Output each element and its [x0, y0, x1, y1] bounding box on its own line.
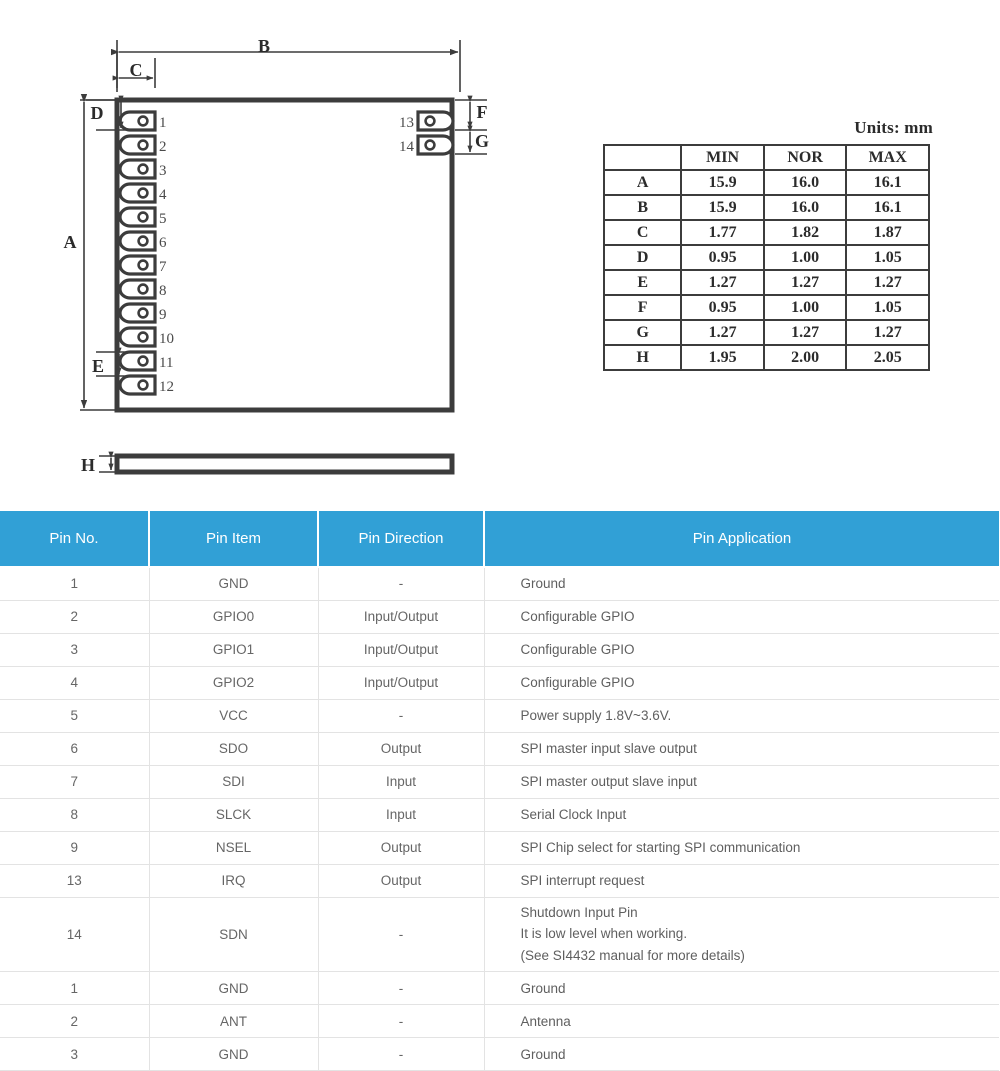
dim-col-blank	[604, 145, 681, 170]
dim-label-f: F	[476, 102, 488, 122]
pin-cell-no: 8	[0, 798, 149, 831]
pin-cell-item: GPIO0	[149, 600, 318, 633]
pin-number-label: 5	[159, 211, 167, 227]
dim-row-name: G	[604, 320, 681, 345]
pin-cell-item: SDI	[149, 765, 318, 798]
pin-cell-item: SDO	[149, 732, 318, 765]
dimension-table-row	[604, 345, 929, 370]
table-row	[0, 972, 999, 1005]
dim-cell-max: 1.87	[846, 220, 929, 245]
pin-cell-no: 7	[0, 765, 149, 798]
pin-cell-direction: -	[318, 1005, 484, 1038]
pin-cell-item: VCC	[149, 699, 318, 732]
dim-cell-min: 1.27	[681, 320, 764, 345]
dimension-table-header-row	[604, 145, 929, 170]
dimension-table-body	[604, 170, 929, 370]
dim-cell-nor: 1.82	[764, 220, 847, 245]
pin-number-label: 9	[159, 307, 167, 323]
dim-row-name: C	[604, 220, 681, 245]
dim-col-max: MAX	[846, 145, 929, 170]
pin-cell-application: Ground	[484, 567, 999, 600]
pin-cell-direction: Output	[318, 732, 484, 765]
dim-row-name: D	[604, 245, 681, 270]
table-row	[0, 633, 999, 666]
pin-cell-item: NSEL	[149, 831, 318, 864]
pin-cell-direction: -	[318, 1038, 484, 1071]
dim-label-c: C	[129, 60, 143, 80]
dim-label-d: D	[90, 103, 104, 123]
pin-cell-direction: Input/Output	[318, 633, 484, 666]
pin-cell-no: 5	[0, 699, 149, 732]
pin-cell-item: ANT	[149, 1005, 318, 1038]
pin-cell-direction: Input	[318, 765, 484, 798]
dimension-table	[603, 144, 930, 371]
pin-header-item: Pin Item	[149, 511, 318, 567]
pin-cell-no: 1	[0, 567, 149, 600]
table-row	[0, 699, 999, 732]
table-row	[0, 798, 999, 831]
pin-number-label: 2	[159, 139, 167, 155]
dimension-table-row	[604, 270, 929, 295]
pin-cell-no: 6	[0, 732, 149, 765]
pin-cell-item: SLCK	[149, 798, 318, 831]
dim-row-name: H	[604, 345, 681, 370]
units-label: Units: mm	[854, 118, 933, 137]
dim-row-name: F	[604, 295, 681, 320]
package-outline-svg	[0, 0, 520, 510]
dim-cell-max: 1.05	[846, 295, 929, 320]
pin-cell-application: SPI master output slave input	[484, 765, 999, 798]
pin-cell-application: Shutdown Input Pin It is low level when working. (See SI4432 manual for more details)	[484, 897, 999, 972]
pin-cell-direction: Input/Output	[318, 666, 484, 699]
pin-header-dir: Pin Direction	[318, 511, 484, 567]
pin-cell-application: Configurable GPIO	[484, 666, 999, 699]
pin-cell-no: 1	[0, 972, 149, 1005]
mechanical-drawing-section	[0, 0, 1000, 510]
pin-cell-application: Configurable GPIO	[484, 600, 999, 633]
pin-definition-table	[0, 511, 999, 1071]
pin-header-no: Pin No.	[0, 511, 149, 567]
table-row	[0, 666, 999, 699]
pin-cell-application: Antenna	[484, 1005, 999, 1038]
module-side-view-outline	[117, 456, 452, 472]
pin-cell-item: SDN	[149, 897, 318, 972]
pin-number-label: 11	[159, 355, 174, 371]
dim-cell-nor: 16.0	[764, 170, 847, 195]
pin-cell-direction: -	[318, 699, 484, 732]
table-row	[0, 864, 999, 897]
dim-cell-min: 0.95	[681, 295, 764, 320]
pin-cell-direction: -	[318, 897, 484, 972]
pin-cell-item: GND	[149, 972, 318, 1005]
table-row	[0, 600, 999, 633]
pin-cell-no: 2	[0, 1005, 149, 1038]
table-row	[0, 897, 999, 972]
pin-cell-direction: Output	[318, 831, 484, 864]
dim-cell-nor: 2.00	[764, 345, 847, 370]
dim-col-nor: NOR	[764, 145, 847, 170]
pin-number-label: 13	[399, 115, 414, 131]
dim-label-b: B	[257, 36, 271, 56]
pin-cell-no: 2	[0, 600, 149, 633]
dim-cell-nor: 1.00	[764, 295, 847, 320]
dim-cell-max: 1.05	[846, 245, 929, 270]
dimension-table-row	[604, 320, 929, 345]
dim-cell-nor: 16.0	[764, 195, 847, 220]
pin-cell-direction: Output	[318, 864, 484, 897]
table-row	[0, 732, 999, 765]
dim-cell-max: 16.1	[846, 170, 929, 195]
pin-cell-no: 3	[0, 1038, 149, 1071]
dimension-table-row	[604, 195, 929, 220]
dimension-table-row	[604, 245, 929, 270]
dim-label-e: E	[91, 356, 105, 376]
pin-table-header-row	[0, 511, 999, 567]
dim-cell-min: 1.95	[681, 345, 764, 370]
dim-label-g: G	[474, 131, 490, 151]
pin-cell-direction: -	[318, 567, 484, 600]
pin-number-label: 7	[159, 259, 167, 275]
pin-cell-item: GPIO2	[149, 666, 318, 699]
dimension-table-block	[603, 118, 933, 371]
pin-cell-application: SPI master input slave output	[484, 732, 999, 765]
pin-cell-application: Ground	[484, 1038, 999, 1071]
dim-label-h: H	[80, 455, 96, 475]
dimension-table-row	[604, 220, 929, 245]
table-row	[0, 831, 999, 864]
pin-cell-no: 3	[0, 633, 149, 666]
pin-cell-no: 13	[0, 864, 149, 897]
dim-col-min: MIN	[681, 145, 764, 170]
dim-row-name: A	[604, 170, 681, 195]
table-row	[0, 1005, 999, 1038]
pin-number-label: 1	[159, 115, 167, 131]
table-row	[0, 1038, 999, 1071]
dim-label-a: A	[63, 232, 77, 252]
dim-cell-min: 1.77	[681, 220, 764, 245]
dim-cell-max: 16.1	[846, 195, 929, 220]
pin-cell-item: GPIO1	[149, 633, 318, 666]
pin-number-label: 14	[399, 139, 414, 155]
pin-number-label: 3	[159, 163, 167, 179]
pin-cell-item: IRQ	[149, 864, 318, 897]
pin-cell-item: GND	[149, 567, 318, 600]
pin-number-label: 4	[159, 187, 167, 203]
dim-cell-nor: 1.27	[764, 270, 847, 295]
pin-number-label: 8	[159, 283, 167, 299]
pin-number-label: 6	[159, 235, 167, 251]
dim-cell-nor: 1.00	[764, 245, 847, 270]
dim-cell-nor: 1.27	[764, 320, 847, 345]
pin-cell-application: Ground	[484, 972, 999, 1005]
dimension-table-row	[604, 295, 929, 320]
dim-row-name: E	[604, 270, 681, 295]
pin-cell-direction: -	[318, 972, 484, 1005]
dim-cell-max: 2.05	[846, 345, 929, 370]
pin-table-body	[0, 567, 999, 1071]
pin-cell-no: 14	[0, 897, 149, 972]
dim-cell-max: 1.27	[846, 270, 929, 295]
pin-cell-direction: Input	[318, 798, 484, 831]
dim-cell-min: 15.9	[681, 195, 764, 220]
pin-header-app: Pin Application	[484, 511, 999, 567]
pin-cell-no: 9	[0, 831, 149, 864]
pin-cell-application: Configurable GPIO	[484, 633, 999, 666]
pin-cell-application: Serial Clock Input	[484, 798, 999, 831]
pin-number-label: 10	[159, 331, 174, 347]
dim-cell-max: 1.27	[846, 320, 929, 345]
dim-cell-min: 0.95	[681, 245, 764, 270]
dim-cell-min: 15.9	[681, 170, 764, 195]
pin-cell-application: SPI Chip select for starting SPI communication	[484, 831, 999, 864]
dim-cell-min: 1.27	[681, 270, 764, 295]
dimension-table-row	[604, 170, 929, 195]
pin-definition-section	[0, 511, 999, 1071]
pin-cell-item: GND	[149, 1038, 318, 1071]
package-outline-drawing	[0, 0, 520, 510]
dim-row-name: B	[604, 195, 681, 220]
pin-cell-direction: Input/Output	[318, 600, 484, 633]
table-row	[0, 567, 999, 600]
table-row	[0, 765, 999, 798]
pin-cell-no: 4	[0, 666, 149, 699]
pin-cell-application: Power supply 1.8V~3.6V.	[484, 699, 999, 732]
pin-cell-application: SPI interrupt request	[484, 864, 999, 897]
pin-number-label: 12	[159, 379, 174, 395]
